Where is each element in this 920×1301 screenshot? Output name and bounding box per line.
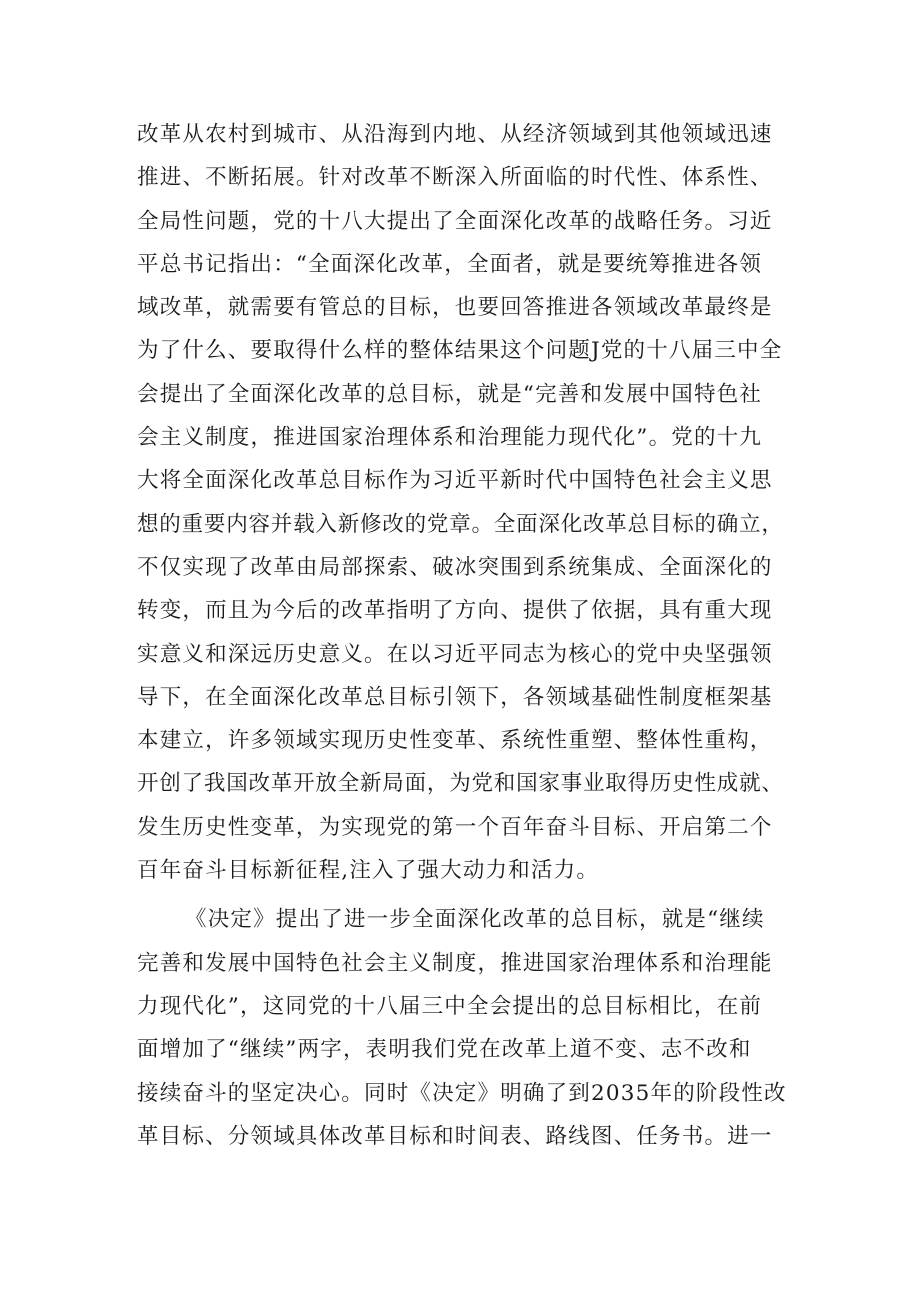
text-line: 实意义和深远历史意义。在以习近平同志为核心的党中央坚强领 xyxy=(137,641,773,667)
paragraph-1 xyxy=(137,113,787,892)
text-line: 域改革，就需要有管总的目标，也要回答推进各领域改革最终是 xyxy=(137,295,773,321)
text-line: 会提出了全面深化改革的总目标，就是“完善和发展中国特色社 xyxy=(137,381,763,407)
text-line: 革目标、分领域具体改革目标和时间表、路线图、任务书。进一 xyxy=(137,1123,773,1149)
text-line: 发生历史性变革，为实现党的第一个百年奋斗目标、开启第二个 xyxy=(137,814,773,840)
text-line: 面增加了“继续”两字，表明我们党在改革上道不变、志不改和 xyxy=(137,1037,752,1063)
text-line: 推进、不断拓展。针对改革不断深入所面临的时代性、体系性、 xyxy=(137,165,773,191)
paragraph-2 xyxy=(137,898,787,1158)
text-line: 为了什么、要取得什么样的整体结果这个问题J党的十八届三中全 xyxy=(137,338,783,364)
text-line: 想的重要内容并载入新修改的党章。全面深化改革总目标的确立， xyxy=(137,511,784,537)
text-line: 本建立，许多领域实现历史性变革、系统性重塑、整体性重构， xyxy=(137,728,773,754)
text-line: 不仅实现了改革由局部探索、破冰突围到系统集成、全面深化的 xyxy=(137,554,773,580)
text-line: 大将全面深化改革总目标作为习近平新时代中国特色社会主义思 xyxy=(137,468,773,494)
text-line: 平总书记指出：“全面深化改革，全面者，就是要统筹推进各领 xyxy=(137,251,763,277)
text-line: 会主义制度，推进国家治理体系和治理能力现代化”。党的十九 xyxy=(137,425,763,451)
text-line: 改革从农村到城市、从沿海到内地、从经济领域到其他领域迅速 xyxy=(137,122,773,147)
document-body xyxy=(137,113,787,1158)
text-line: 《决定》提出了进一步全面深化改革的总目标，就是“继续 xyxy=(185,907,765,933)
text-line: 百年奋斗目标新征程,注入了强大动力和活力。 xyxy=(137,858,600,884)
text-line: 全局性问题，党的十八大提出了全面深化改革的战略任务。习近 xyxy=(137,208,773,234)
text-line: 力现代化”，这同党的十八届三中全会提出的总目标相比，在前 xyxy=(137,993,763,1019)
text-line: 导下，在全面深化改革总目标引领下，各领域基础性制度框架基 xyxy=(137,684,773,710)
text-line: 完善和发展中国特色社会主义制度，推进国家治理体系和治理能 xyxy=(137,950,773,976)
text-line: 转变，而且为今后的改革指明了方向、提供了依据，具有重大现 xyxy=(137,598,773,624)
text-line: 接续奋斗的坚定决心。同时《决定》明确了到2035年的阶段性改 xyxy=(137,1080,787,1106)
text-line: 开创了我国改革开放全新局面，为党和国家事业取得历史性成就、 xyxy=(137,771,784,797)
